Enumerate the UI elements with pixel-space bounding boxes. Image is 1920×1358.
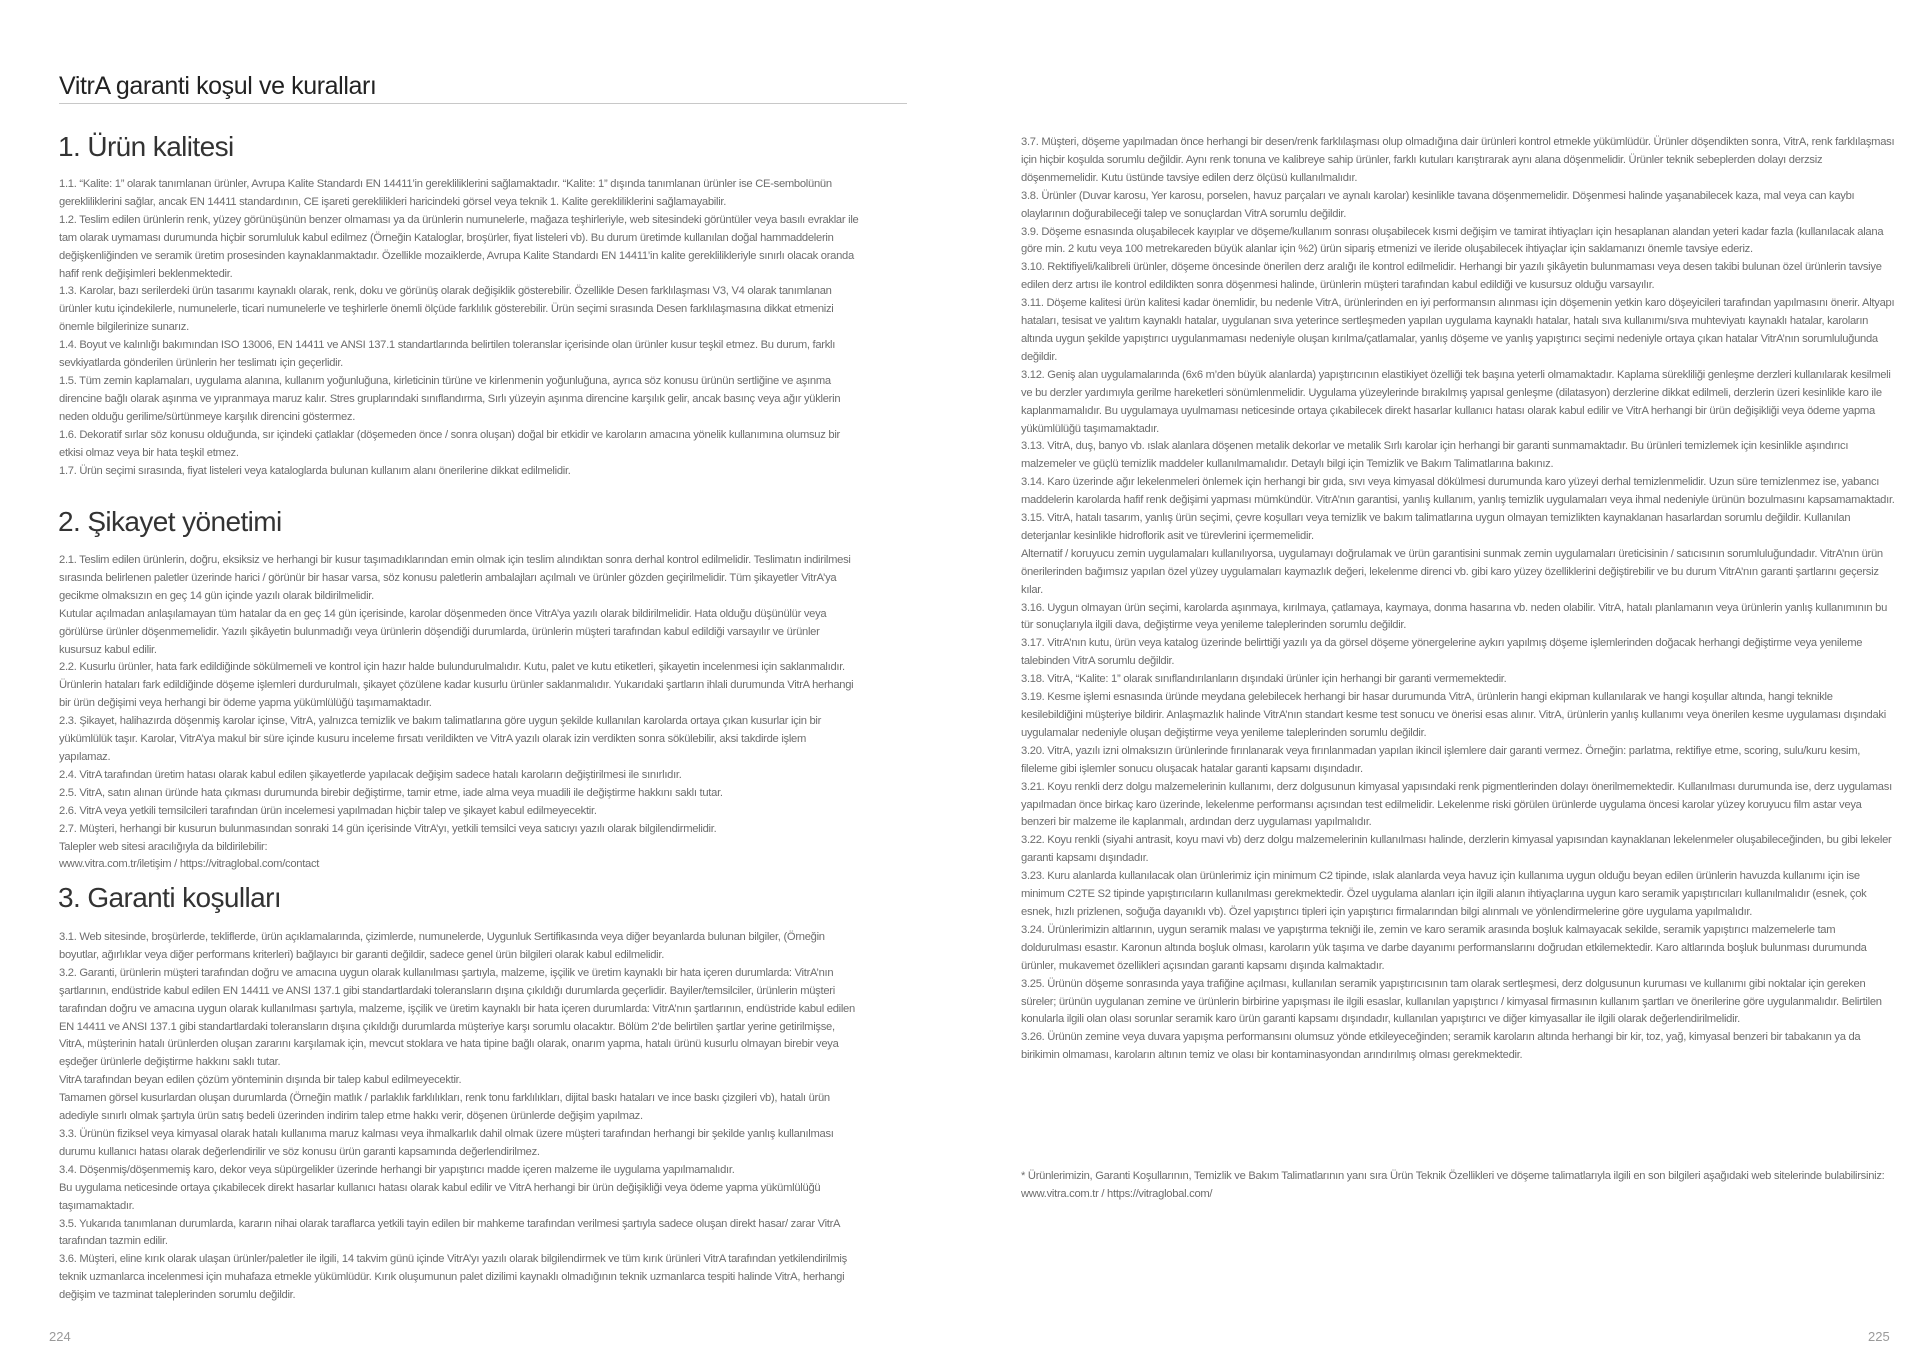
paragraph: 1.5. Tüm zemin kaplamaları, uygulama alanına, kullanım yoğunluğuna, kirleticinin türüne ve kirlenmenin yoğunluğuna, ayrıca söz konusu ürünün sertliğine ve aşınma direncine bağlı olarak aşınma ve yıpranmaya maruz kalır. Stres gruplarındaki sınıflandırma, Sırlı yüzeyin aşınma direncine karşılık gelir, ancak basınç veya ağır yüklerin neden olduğu gerilime/sürtünmeye karşılık direncini göstermez. (59, 374, 841, 423)
paragraph: 3.19. Kesme işlemi esnasında üründe meydana gelebilecek herhangi bir hasar durumunda VitrA, ürünlerin hangi ekipman kullanılarak ve hangi koşullar altında, hangi teknikle kesilebildiğini müşteriye bildirir. Anlaşmazlık halinde VitrA’nın standart kesme test sonucu ve önerisi esas alınır. VitrA, ürünlerin yanlış kullanımı veya önerilen kesme uygulaması dışındaki uygulamalar nedeniyle oluşan değiştirme veya yenileme taleplerinden sorumlu değildir. (1021, 691, 1886, 739)
paragraph: VitrA tarafından beyan edilen çözüm yönteminin dışında bir talep kabul edilmeyecektir. (59, 1074, 462, 1087)
paragraph: 3.24. Ürünlerimizin altlarının, uygun seramik malası ve yapıştırma tekniği ile, zemin ve karo seramik arasında boşluk kalmayacak sekilde, seramik yapıştırıcı malzemelerle tam doldurulması esastır. Karonun altında boşluk olması, karoların yük taşıma ve darbe dayanımı performanslarını doğrudan etkilemektedir. Karo altlarında boşluk bulunması durumunda ürünler, mukavemet özellikleri açısından garanti kapsamı dışında kalmaktadır. (1021, 923, 1867, 972)
section-3-body-continued (1021, 134, 1896, 1065)
paragraph: 3.25. Ürünün döşeme sonrasında yaya trafiğine açılması, kullanılan seramik yapıştırıcısının tam olarak sertleşmesi, derz dolgusunun kuruması ve kullanımı gibi noktalar için gereken süreler; ürünün uygulanan zemine ve ürünlerin birbirine yapışması ile ilgili esaslar, kullanılan yapıştırıcı / kimyasal firmasının kullanım şartları ve önerilerine göre uygulanmalıdır. Belirtilen konularla ilgili olan olası sorunlar seramik karo ürün garanti kapsamı dışındadır, kullanılan yapıştırıcı ve diğer kimyasallar ile ilgili olarak değerlendirilmelidir. (1021, 977, 1882, 1026)
paragraph[interactable]: www.vitra.com.tr/iletişim / https://vitraglobal.com/contact (59, 858, 320, 871)
section-2-body (59, 552, 859, 874)
paragraph: Bu uygulama neticesinde ortaya çıkabilecek direkt hasarlar kullanıcı hatası olarak kabul edilir ve VitrA herhangi bir ürün değişikliği veya ödeme yapma yükümlülüğü taşımamaktadır. (59, 1181, 821, 1212)
paragraph: 3.4. Döşenmiş/döşenmemiş karo, dekor veya süpürgelikler üzerinde herhangi bir yapıştırıcı madde içeren malzeme ile uygulama yapılmamalıdır. (59, 1163, 735, 1176)
paragraph: 2.5. VitrA, satın alınan üründe hata çıkması durumunda birebir değiştirme, tamir etme, iade alma veya muadili ile değiştirme hakkını saklı tutar. (59, 786, 723, 799)
section-heading-garanti-kosullari: 3. Garanti koşulları (58, 882, 281, 913)
paragraph: 3.26. Ürünün zemine veya duvara yapışma performansını olumsuz yönde etkileyeceğinden; seramik karoların altında herhangi bir kir, toz, yağ, kimyasal benzeri bir tabakanın ya da birikimin olmaması, karoların altının temiz ve olası bir kontaminasyondan arındırılmış olması gerekmektedir. (1021, 1031, 1861, 1062)
footnote-links[interactable]: www.vitra.com.tr / https://vitraglobal.com/ (1021, 1187, 1213, 1200)
section-3-body (59, 929, 859, 1305)
paragraph: 3.2. Garanti, ürünlerin müşteri tarafından doğru ve amacına uygun olarak kullanılması şartıyla, malzeme, işçilik ve üretim kaynaklı bir hata içeren durumlarda: VitrA’nın şartlarının, endüstride kabul edilen EN 14411 ve ANSI 137.1 gibi standartlardaki toleransların dışına çıkıldığı durumlarda geçerlidir. Bayiler/temsilciler, ürünlerin müşteri tarafından doğru ve amacına uygun olarak kullanılması şartıyla, malzeme, işçilik ve üretim kaynaklı bir hata içeren durumlarda: VitrA’nın şartlarının, endüstride kabul edilen EN 14411 ve ANSI 137.1 gibi standartlardaki toleransların dışına çıkıldığı durumlarda müşteriye karşı sorumlu olacaktır. Bölüm 2’de belirtilen şartlar yerine getirilmişse, VitrA, müşterinin hatalı ürünlerden oluşan zararını karşılamak için, mevcut stoklara ve hata tipine bağlı olarak, onarım yapma, hatalı ürünü kusurlu olmayan birebir veya eşdeğer ürünlerle değiştirme hakkını saklı tutar. (59, 966, 855, 1069)
footnote (1021, 1168, 1896, 1204)
paragraph: 1.6. Dekoratif sırlar söz konusu olduğunda, sır içindeki çatlaklar (döşemeden önce / sonra oluşan) doğal bir etkidir ve karoların amacına yönelik kullanımına olumsuz bir etkisi olmaz veya bir hata teşkil etmez. (59, 428, 840, 459)
paragraph: 2.2. Kusurlu ürünler, hata fark edildiğinde sökülmemeli ve kontrol için hazır halde bulundurulmalıdır. Kutu, palet ve kutu etiketleri, şikayetin incelenmesi için saklanmalıdır. Ürünlerin hataları fark edildiğinde döşeme işlemleri durdurulmalı, şikayet çözülene kadar kusurlu ürünler saklanmalıdır. Yukarıdaki şartların ihlali durumunda VitrA herhangi bir ürün değişimi veya herhangi bir ödeme yapma yükümlülüğü taşımamaktadır. (59, 661, 854, 710)
paragraph: 1.7. Ürün seçimi sırasında, fiyat listeleri veya kataloglarda bulunan kullanım alanı önerilerine dikkat edilmelidir. (59, 464, 571, 477)
title-divider (59, 103, 907, 104)
paragraph: Talepler web sitesi aracılığıyla da bildirilebilir: (59, 840, 268, 853)
paragraph: 3.22. Koyu renkli (siyahi antrasit, koyu mavi vb) derz dolgu malzemelerinin kullanılması halinde, derzlerin kimyasal yapısından kaynaklanan lekelenmeler oluşabileceğinden, bu gibi lekeler garanti kapsamı dışındadır. (1021, 834, 1892, 865)
page-number-left: 224 (49, 1329, 71, 1344)
paragraph: Tamamen görsel kusurlardan oluşan durumlarda (Örneğin matlık / parlaklık farklılıkları, renk tonu farklılıkları, dijital baskı hataları ve ince baskı çizgileri vb), hatalı ürün adediyle sınırlı olmak şartıyla ürün satış bedeli üzerinden indirim talep etme hakkı verir, döşenen ürünlerde değişim yapılmaz. (59, 1092, 830, 1123)
paragraph: 3.10. Rektifiyeli/kalibreli ürünler, döşeme öncesinde önerilen derz aralığı ile kontrol edilmelidir. Herhangi bir yazılı şikâyetin bulunmaması veya desen takibi bulunan özel ürünlerin tavsiye edilen derz artısı ile kontrol edildikten sonra döşenmesi halinde, ürünlerin müşteri tarafından kabul edildiği ve kusursuz olduğu varsayılır. (1021, 261, 1882, 292)
paragraph: 3.12. Geniş alan uygulamalarında (6x6 m’den büyük alanlarda) yapıştırıcının elastikiyet özelliği tek başına yeterli olmamaktadır. Kaplama sürekliliği genleşme derzleri kullanılarak kesilmeli ve bu derzler yardımıyla gerilme hareketleri sönümlenmelidir. Uygulama yüzeylerinde bırakılmış yapısal genleşme (dilatasyon) derzlerine dikkat edilmeli, derzlerin üzeri kesinlikle karo ile kaplanmamalıdır. Bu uygulamaya uyulmaması neticesinde ortaya çıkabilecek direkt hasarlar kullanıcı hatası olarak kabul edilir ve VitrA herhangi bir ürün değişikliği veya ödeme yapma yükümlülüğü taşımamaktadır. (1021, 368, 1891, 435)
paragraph: 3.21. Koyu renkli derz dolgu malzemelerinin kullanımı, derz dolgusunun kimyasal yapısındaki renk pigmentlerinden dolayı önerilmemektedir. Kullanılması durumunda ise, derz uygulaması yapılmadan önce birkaç karo üzerinde, lekelenme performansı açısından test edilmelidir. Lekelenme riski görülen ürünlerde uygulama öncesi karolar yüzey koruyucu film astar veya benzeri bir malzeme ile kaplanmalı, ardından derz uygulaması yapılmalıdır. (1021, 780, 1892, 829)
paragraph: 3.9. Döşeme esnasında oluşabilecek kayıplar ve döşeme/kullanım sonrası oluşabilecek kısmi değişim ve tamirat ihtiyaçları için hesaplanan alandan yeteri kadar fazla (kullanılacak alana göre min. 2 kutu veya 100 metrekareden büyük alanlar için %2) ürün sipariş etmenizi ve ileride oluşabilecek ihtiyaçlar için saklamanızı önemle tavsiye ederiz. (1021, 225, 1884, 256)
paragraph: 3.3. Ürünün fiziksel veya kimyasal olarak hatalı kullanıma maruz kalması veya ihmalkarlık dahil olmak üzere müşteri tarafından herhangi bir şekilde yanlış kullanılması durumu kullanıcı hatası olarak değerlendirilir ve söz konusu ürün garanti kapsamında değerlendirilmez. (59, 1127, 834, 1158)
paragraph: Kutular açılmadan anlaşılamayan tüm hatalar da en geç 14 gün içerisinde, karolar döşenmeden önce VitrA’ya yazılı olarak bildirilmelidir. Hata olduğu düşünülür veya görülürse ürünler döşenmemelidir. Yazılı şikâyetin bulunmadığı veya ürünlerin döşendiği durumlarda, ürünlerin müşteri tarafından kabul edildiği varsayılır ve ürünler kusursuz kabul edilir. (59, 607, 827, 656)
paragraph: 2.7. Müşteri, herhangi bir kusurun bulunmasından sonraki 14 gün içerisinde VitrA’yı, yetkili temsilci veya satıcıyı yazılı olarak bilgilendirmelidir. (59, 822, 717, 835)
paragraph: 2.6. VitrA veya yetkili temsilcileri tarafından ürün incelemesi yapılmadan hiçbir talep ve şikayet kabul edilmeyecektir. (59, 804, 597, 817)
document-title: VitrA garanti koşul ve kuralları (59, 72, 377, 100)
paragraph: 1.4. Boyut ve kalınlığı bakımından ISO 13006, EN 14411 ve ANSI 137.1 standartlarında belirtilen toleranslar içerisinde olan ürünler kusur teşkil etmez. Bu durum, farklı sevkiyatlarda gönderilen ürünlerin her teslimatı için geçerlidir. (59, 339, 836, 370)
paragraph: 3.7. Müşteri, döşeme yapılmadan önce herhangi bir desen/renk farklılaşması olup olmadığına dair ürünleri kontrol etmekle yükümlüdür. Ürünler döşendikten sonra, VitrA, renk farklılaşması için hiçbir koşulda sorumlu değildir. Aynı renk tonuna ve kalibreye sahip ürünler, farklı kutuları karıştırarak aynı alana döşenmelidir. Ürünler teknik sebeplerden dolayı derzsiz döşenmemelidir. Kutu üstünde tavsiye edilen derz ölçüsü kullanılmalıdır. (1021, 136, 1895, 184)
section-heading-sikayet-yonetimi: 2. Şikayet yönetimi (58, 506, 282, 537)
page-number-right: 225 (1868, 1329, 1890, 1344)
paragraph: 1.3. Karolar, bazı serilerdeki ürün tasarımı kaynaklı olarak, renk, doku ve görünüş olarak değişiklik gösterebilir. Özellikle Desen farklılaşması V3, V4 olarak tanımlanan ürünler kutu içindekilerle, numunelerle, ticari numunelerle ve teşhirlerle önemli ölçüde farklılık gösterebilir. Ürün seçimi sırasında Desen farklılaşmasına dikkat etmenizi önemle bilgilerinize sunarız. (59, 285, 834, 334)
paragraph: 3.17. VitrA’nın kutu, ürün veya katalog üzerinde belirttiği yazılı ya da görsel döşeme yönergelerine aykırı yapılmış döşeme işlemlerinden doğacak herhangi değiştirme veya yenileme talebinden VitrA sorumlu değildir. (1021, 637, 1863, 668)
paragraph: Alternatif / koruyucu zemin uygulamaları kullanılıyorsa, uygulamayı doğrulamak ve ürün garantisini sunmak zemin uygulamaları üreticisinin / satıcısının sorumluluğundadır. VitrA’nın ürün önerilerinden bağımsız yapılan özel yüzey uygulamaları kaymazlık değeri, lekelenme direnci vb. gibi karo yüzey özelliklerini değiştirebilir ve bu durum VitrA’nın garanti şartlarını geçersiz kılar. (1021, 547, 1883, 596)
paragraph: 3.13. VitrA, duş, banyo vb. ıslak alanlara döşenen metalik dekorlar ve metalik Sırlı karolar için herhangi bir garanti sunmamaktadır. Bu ürünleri temizlemek için kesinlikle aşındırıcı malzemeler ve güçlü temizlik maddeler kullanılmamalıdır. Detaylı bilgi için Temizlik ve Bakım Talimatlarına bakınız. (1021, 440, 1849, 471)
paragraph: 2.4. VitrA tarafından üretim hatası olarak kabul edilen şikayetlerde yapılacak değişim sadece hatalı karoların değiştirilmesi ile sınırlıdır. (59, 768, 682, 781)
paragraph: 3.11. Döşeme kalitesi ürün kalitesi kadar önemlidir, bu nedenle VitrA, ürünlerinden en iyi performansın alınması için döşemenin yetkin karo döşeyicileri tarafından yapılmasını önerir. Altyapı hataları, tesisat ve yalıtım kaynaklı hatalar, uygulanan sıva yeterince sertleşmeden yapılan uygulama kaynaklı hatalar, hatalı sıva kullanımı/sıva muhteviyatı kaynaklı hatalar, karoların altında uygun şekilde yapıştırıcı uygulanmaması nedeniyle oluşan kırılma/çatlamalar, yanlış döşeme ve yanlış yapıştırıcı seçimi nedeniyle ortaya çıkan hatalar VitrA’nın sorumluluğunda değildir. (1021, 297, 1895, 363)
paragraph: 3.6. Müşteri, eline kırık olarak ulaşan ürünler/paletler ile ilgili, 14 takvim günü içinde VitrA’yı yazılı olarak bilgilendirmek ve tüm kırık ürünleri VitrA tarafından yetkilendirilmiş teknik uzmanlarca incelenmesi için muhafaza etmekle yükümlüdür. Kırık oluşumunun palet dizilimi kaynaklı olmadığının teknik uzmanlarca tespiti halinde VitrA, herhangi değişim ve tazminat taleplerinden sorumlu değildir. (59, 1253, 847, 1302)
paragraph: 1.1. “Kalite: 1” olarak tanımlanan ürünler, Avrupa Kalite Standardı EN 14411’in gerekliliklerini sağlamaktadır. “Kalite: 1” dışında tanımlanan ürünler ise CE-sembolünün gerekliliklerini sağlar, ancak EN 14411 standardının, CE işareti gereklilikleri haricindeki görsel veya teknik 1. Kalite gerekliliklerini sağlamayabilir. (59, 178, 832, 208)
section-1-body (59, 176, 859, 480)
paragraph: 3.15. VitrA, hatalı tasarım, yanlış ürün seçimi, çevre koşulları veya temizlik ve bakım talimatlarına uygun olmayan temizlikten kaynaklanan hasarlardan sorumlu değildir. Kullanılan deterjanlar kesinlikle hidroflorik asit ve türevlerini içermemelidir. (1021, 512, 1851, 542)
paragraph: 3.23. Kuru alanlarda kullanılacak olan ürünlerimiz için minimum C2 tipinde, ıslak alanlarda veya havuz için kullanıma uygun olduğu beyan edilen ürünlerin havuzda kullanımı için ise minimum C2TE S2 tipinde yapıştırıcıların kullanılması gerekmektedir. Özel uygulama alanları için ilgili alanın ihtiyaçlarına uygun karo seramik yapıştırıcıları kullanılmalıdır (esnek, çok esnek, hızlı prizlenen, soğuğa dayanıklı vb). Özel yapıştırıcı tipleri için yapıştırıcı firmalarından bilgi alınmalı ve yönlendirmelerine göre uygulama yapılmalıdır. (1021, 870, 1867, 918)
footnote-text: * Ürünlerimizin, Garanti Koşullarının, Temizlik ve Bakım Talimatlarının yanı sıra Ürün Teknik Özellikleri ve döşeme talimatlarıyla ilgili en son bilgileri aşağıdaki web sitelerinde bulabilirsiniz: (1021, 1170, 1885, 1182)
paragraph: 3.5. Yukarıda tanımlanan durumlarda, kararın nihai olarak taraflarca yetkili tayin edilen bir mahkeme tarafından verilmesi şartıyla sadece oluşan direkt hasar/ zarar VitrA tarafından tazmin edilir. (59, 1217, 840, 1248)
paragraph: 3.1. Web sitesinde, broşürlerde, tekliflerde, ürün açıklamalarında, çizimlerde, numunelerde, Uygunluk Sertifikasında veya diğer beyanlarda bulunan bilgiler, (Örneğin boyutlar, ağırlıklar veya diğer performans kriterleri) bağlayıcı bir garanti değildir, sadece genel ürün bilgileri olarak kabul edilmelidir. (59, 931, 825, 961)
section-heading-urun-kalitesi: 1. Ürün kalitesi (58, 131, 234, 162)
paragraph: 3.16. Uygun olmayan ürün seçimi, karolarda aşınmaya, kırılmaya, çatlamaya, kaymaya, donma hasarına vb. neden olabilir. VitrA, hatalı planlamanın veya ürünlerin yanlış kullanımının bu tür sonuçlarıyla ilgili dava, değiştirme veya yenileme taleplerinden sorumlu değildir. (1021, 601, 1888, 632)
paragraph: 2.3. Şikayet, halihazırda döşenmiş karolar içinse, VitrA, yalnızca temizlik ve bakım talimatlarına göre uygun şekilde kullanılan karolarda ortaya çıkan kusurlar için bir yükümlülük taşır. Karolar, VitrA’ya makul bir süre içinde kusuru inceleme fırsatı verildikten ve VitrA yazılı olarak izin verdikten sonra sökülebilir, aksi takdirde işlem yapılamaz. (59, 715, 822, 763)
paragraph: 3.14. Karo üzerinde ağır lekelenmeleri önlemek için herhangi bir gıda, sıvı veya kimyasal dökülmesi durumunda karo yüzeyi derhal temizlenmelidir. Uzun süre temizlenmez ise, yabancı maddelerin karolarda hafif renk değişimi yapması mümkündür. VitrA’nın garantisi, yanlış kullanım, yanlış temizlik uygulamaları veya ihmal nedeniyle ürünün bozulmasını kapsamamaktadır. (1021, 476, 1895, 507)
paragraph: 3.18. VitrA, “Kalite: 1” olarak sınıflandırılanların dışındaki ürünler için herhangi bir garanti vermemektedir. (1021, 673, 1507, 686)
paragraph: 3.8. Ürünler (Duvar karosu, Yer karosu, porselen, havuz parçaları ve aynalı karolar) kesinlikle tavana döşenmemelidir. Döşenmesi halinde yaşanabilecek kaza, mal veya can kaybı olaylarının doğurabileceği talep ve sonuçlardan VitrA sorumlu değildir. (1021, 189, 1855, 220)
paragraph: 2.1. Teslim edilen ürünlerin, doğru, eksiksiz ve herhangi bir kusur taşımadıklarından emin olmak için teslim alındıktan sonra derhal kontrol edilmelidir. Teslimatın indirilmesi sırasında belirlenen paletler üzerinde harici / görünür bir hasar varsa, söz konusu paletlerin ambalajları açılmalı ve ürünler gözden geçirilmelidir. Tüm şikayetler VitrA’ya gecikme olmaksızın en geç 14 gün içinde yazılı olarak bildirilmelidir. (59, 554, 851, 602)
paragraph: 3.20. VitrA, yazılı izni olmaksızın ürünlerinde fırınlanarak veya fırınlanmadan yapılan ikincil işlemlere dair garanti vermez. Örneğin: parlatma, rektifiye etme, scoring, sulu/kuru kesim, fileleme gibi işlemler sonucu oluşacak hatalar garanti kapsamı dışındadır. (1021, 744, 1861, 775)
paragraph: 1.2. Teslim edilen ürünlerin renk, yüzey görünüşünün benzer olmaması ya da ürünlerin numunelerle, mağaza teşhirleriyle, web sitesindeki görüntüler veya basılı evraklar ile tam olarak uymaması durumunda hiçbir sorumluluk kabul edilmez (Örneğin Kataloglar, broşürler, fiyat listeleri vb). Bu durum üretimde kullanılan doğal hammaddelerin değişkenliğinden ve seramik üretim prosesinden kaynaklanmaktadır. Özellikle mozaiklerde, Avrupa Kalite Standardı EN 14411’in kalite gereklilikleriyle sınırlı olacak oranda hafif renk değişimleri beklenmektedir. (59, 213, 859, 280)
